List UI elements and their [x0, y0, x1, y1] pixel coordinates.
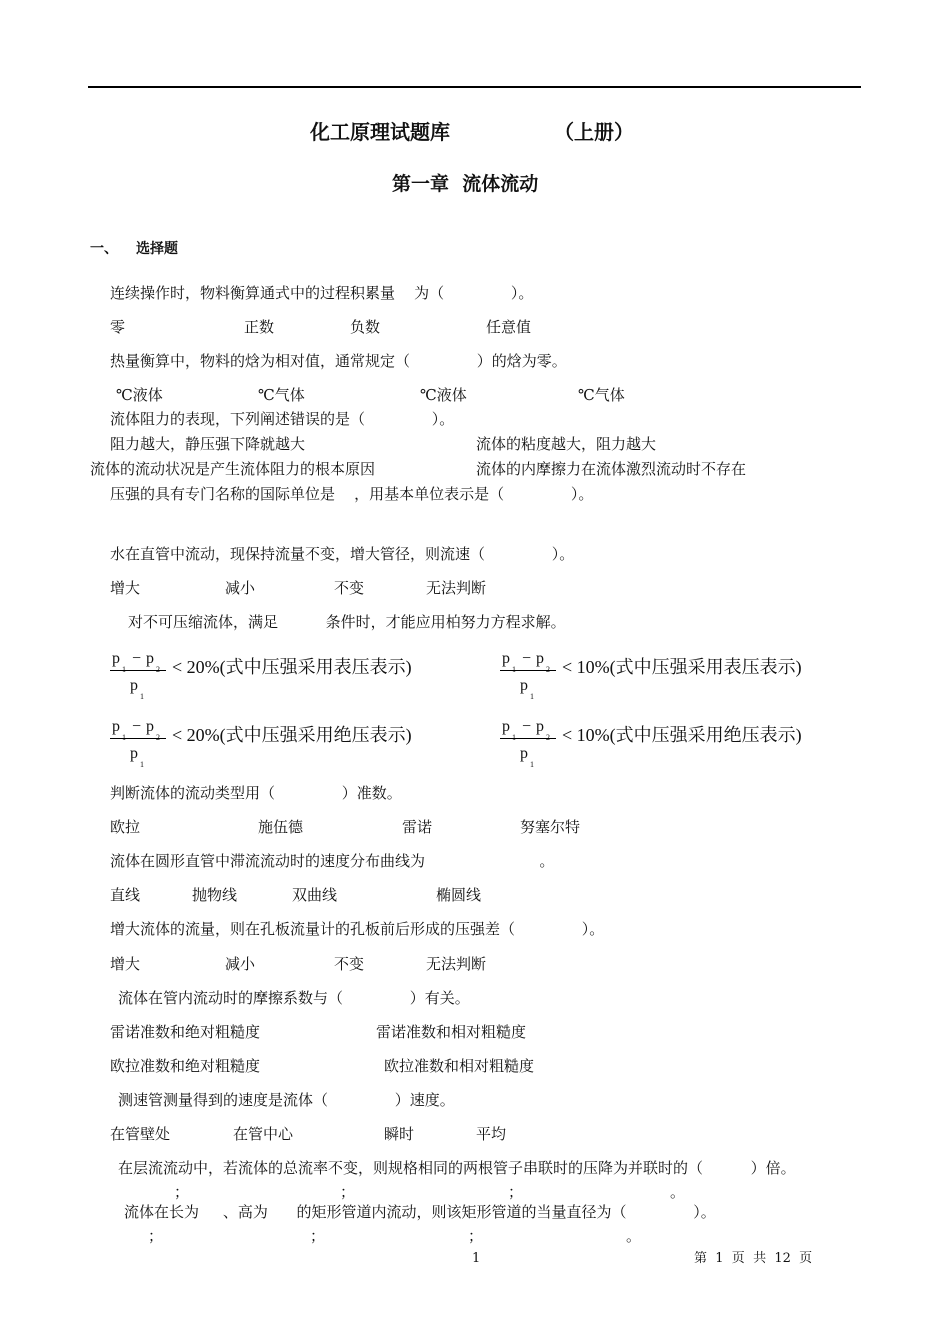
option-b: 减小	[225, 579, 256, 597]
question-stem: 流体在长为 、高为 的矩形管道内流动，则该矩形管道的当量直径为（ ）。	[124, 1203, 716, 1221]
option-b: 施伍德	[258, 818, 304, 836]
formula-p: p	[502, 650, 510, 667]
fraction-bar	[500, 738, 556, 739]
question-stem: 增大流体的流量，则在孔板流量计的孔板前后形成的压强差（ ）。	[110, 920, 605, 938]
option-d: 任意值	[486, 318, 532, 336]
option-a: 增大	[110, 579, 141, 597]
question-stem: 测速管测量得到的速度是流体（ ）速度。	[118, 1091, 455, 1109]
fraction-bar	[110, 738, 166, 739]
formula-p: p	[112, 650, 120, 667]
option-a: 在管壁处	[110, 1125, 171, 1143]
option-c: 雷诺	[402, 818, 433, 836]
question-stem: 判断流体的流动类型用（ ）准数。	[110, 784, 402, 802]
option-c: 流体的流动状况是产生流体阻力的根本原因	[90, 460, 376, 478]
question-stem: 流体阻力的表现，下列阐述错误的是（ ）。	[110, 410, 455, 428]
formula-subscript: 1	[530, 760, 534, 769]
option-a: ；	[174, 1183, 190, 1201]
option-c: 双曲线	[292, 886, 338, 904]
question-stem: 热量衡算中，物料的焓为相对值，通常规定（ ）的焓为零。	[110, 352, 567, 370]
option-d: 平均	[476, 1125, 507, 1143]
formula-subscript: 1	[140, 692, 144, 701]
formula-relation: < 10%(式中压强采用绝压表示)	[562, 725, 802, 745]
option-a: ；	[148, 1227, 164, 1245]
question-stem: 压强的具有专门名称的国际单位是 ，用基本单位表示是（ ）。	[110, 485, 594, 503]
option-b: 雷诺准数和相对粗糙度	[376, 1023, 527, 1041]
chapter-title: 第一章 流体流动	[392, 173, 539, 195]
option-d: 椭圆线	[436, 886, 482, 904]
formula-p: p	[536, 650, 544, 667]
option-a: ℃液体	[116, 386, 163, 404]
option-d: 欧拉准数和相对粗糙度	[384, 1057, 535, 1075]
option-a: 雷诺准数和绝对粗糙度	[110, 1023, 261, 1041]
formula-p: p	[112, 718, 120, 735]
question-stem: 连续操作时，物料衡算通式中的过程积累量 为（ ）。	[110, 284, 534, 302]
option-d: 。	[670, 1183, 686, 1201]
page-count: 第 1 页 共 12 页	[694, 1251, 813, 1266]
option-a: 增大	[110, 955, 141, 973]
option-c: 瞬时	[384, 1125, 415, 1143]
option-a: 阻力越大，静压强下降就越大	[110, 435, 306, 453]
section-label: 选择题	[136, 241, 178, 257]
formula-minus: −	[522, 650, 532, 667]
option-b: ℃气体	[258, 386, 305, 404]
option-d: 流体的内摩擦力在流体激烈流动时不存在	[476, 460, 747, 478]
formula-subscript: 1	[140, 760, 144, 769]
option-a: 零	[110, 318, 126, 336]
option-b: 正数	[244, 318, 275, 336]
option-d: 无法判断	[426, 579, 487, 597]
option-d: ℃气体	[578, 386, 625, 404]
option-c: 不变	[334, 579, 365, 597]
formula-p: p	[146, 650, 154, 667]
option-c: ；	[508, 1183, 524, 1201]
formula-relation: < 20%(式中压强采用表压表示)	[172, 657, 412, 677]
formula-p: p	[520, 745, 528, 762]
option-b: 在管中心	[233, 1125, 294, 1143]
option-b: 减小	[225, 955, 256, 973]
question-stem: 水在直管中流动，现保持流量不变，增大管径，则流速（ ）。	[110, 545, 575, 563]
formula-p: p	[130, 677, 138, 694]
option-c: 负数	[350, 318, 381, 336]
option-a: 直线	[110, 886, 141, 904]
question-stem: 流体在圆形直管中滞流流动时的速度分布曲线为 。	[110, 852, 555, 870]
question-stem: 流体在管内流动时的摩擦系数与（ ）有关。	[118, 989, 470, 1007]
option-c: ；	[468, 1227, 484, 1245]
fraction-bar	[110, 670, 166, 671]
option-b: ；	[340, 1183, 356, 1201]
formula-relation: < 20%(式中压强采用绝压表示)	[172, 725, 412, 745]
question-stem: 对不可压缩流体，满足 条件时，才能应用柏努力方程求解。	[128, 613, 566, 631]
option-c: ℃液体	[420, 386, 467, 404]
option-b: 流体的粘度越大，阻力越大	[476, 435, 657, 453]
option-d: 。	[626, 1227, 642, 1245]
option-a: 欧拉	[110, 818, 141, 836]
question-stem: 在层流流动中，若流体的总流率不变，则规格相同的两根管子串联时的压降为并联时的（ ）倍。	[118, 1159, 796, 1177]
option-d: 努塞尔特	[520, 818, 581, 836]
page-number: 1	[472, 1251, 481, 1266]
formula-minus: −	[132, 650, 142, 667]
option-b: ；	[310, 1227, 326, 1245]
formula-minus: −	[522, 718, 532, 735]
section-number: 一、	[90, 241, 118, 257]
document-title: 化工原理试题库	[310, 120, 450, 144]
option-b: 抛物线	[192, 886, 238, 904]
formula-relation: < 10%(式中压强采用表压表示)	[562, 657, 802, 677]
formula-p: p	[536, 718, 544, 735]
option-c: 不变	[334, 955, 365, 973]
formula-minus: −	[132, 718, 142, 735]
formula-p: p	[520, 677, 528, 694]
formula-p: p	[146, 718, 154, 735]
formula-p: p	[130, 745, 138, 762]
header-rule	[88, 86, 861, 88]
fraction-bar	[500, 670, 556, 671]
formula-subscript: 1	[530, 692, 534, 701]
formula-p: p	[502, 718, 510, 735]
document-volume: （上册）	[554, 120, 634, 144]
option-d: 无法判断	[426, 955, 487, 973]
option-c: 欧拉准数和绝对粗糙度	[110, 1057, 261, 1075]
